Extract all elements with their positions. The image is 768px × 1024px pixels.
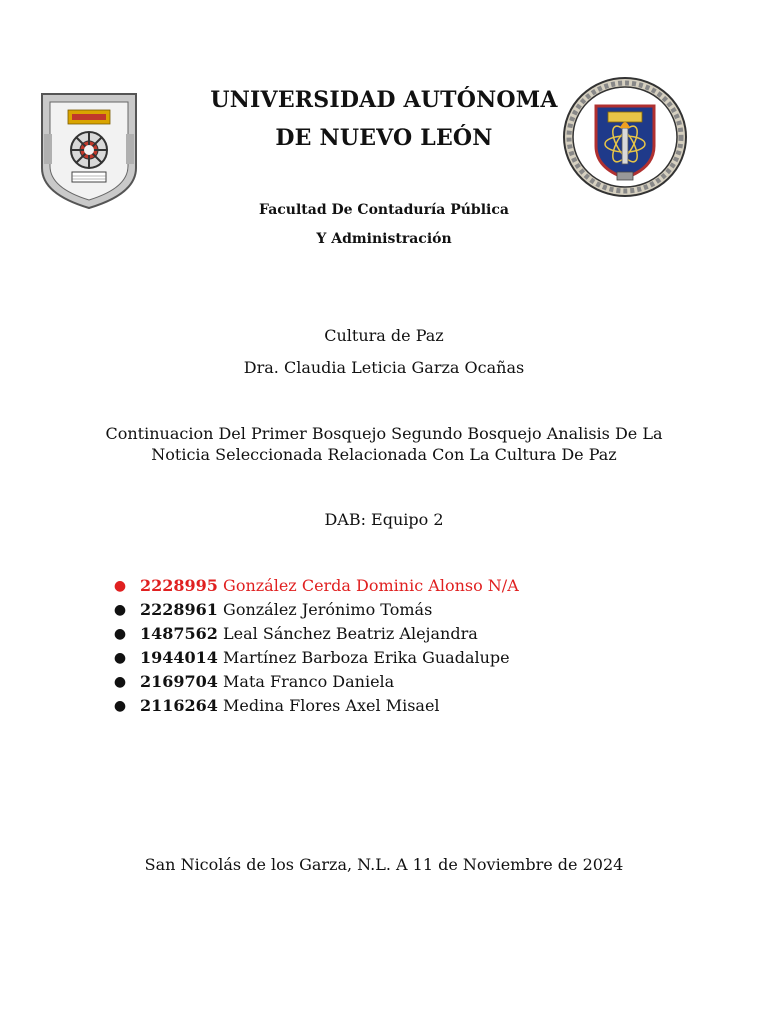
bullet-icon: ● [113,698,127,714]
member-item [112,694,519,718]
member-id: 2169704 [140,672,218,691]
member-item [112,670,519,694]
bullet-icon: ● [113,650,127,666]
bullet-icon: ● [113,578,127,594]
bullet-icon: ● [113,626,127,642]
university-title-line1: UNIVERSIDAD AUTÓNOMA [210,87,558,113]
member-name: González Cerda Dominic Alonso N/A [223,576,519,595]
course-name: Cultura de Paz [324,326,444,345]
member-item [112,622,519,646]
bullet-icon: ● [113,602,127,618]
member-id: 2116264 [140,696,218,715]
member-item [112,574,519,598]
member-item [112,646,519,670]
assignment-title-line1: Continuacion Del Primer Bosquejo Segundo Bosquejo Analisis De La [105,424,663,443]
faculty-name-line2: Y Administración [316,231,452,247]
members-list [112,574,519,718]
member-name: González Jerónimo Tomás [223,600,433,619]
teacher-name: Dra. Claudia Leticia Garza Ocañas [243,358,525,377]
university-title-line2: DE NUEVO LEÓN [275,125,493,151]
bullet-icon: ● [113,674,127,690]
place-and-date: San Nicolás de los Garza, N.L. A 11 de Noviembre de 2024 [144,855,624,874]
member-id: 1487562 [140,624,218,643]
assignment-title-line2: Noticia Seleccionada Relacionada Con La Cultura De Paz [151,445,617,464]
member-name: Medina Flores Axel Misael [223,696,440,715]
member-name: Martínez Barboza Erika Guadalupe [223,648,510,667]
faculty-name-line1: Facultad De Contaduría Pública [259,202,509,218]
team-label: DAB: Equipo 2 [324,510,444,529]
member-name: Mata Franco Daniela [223,672,395,691]
member-item [112,598,519,622]
member-id: 2228995 [140,576,218,595]
member-name: Leal Sánchez Beatriz Alejandra [223,624,478,643]
member-id: 1944014 [140,648,218,667]
member-id: 2228961 [140,600,218,619]
